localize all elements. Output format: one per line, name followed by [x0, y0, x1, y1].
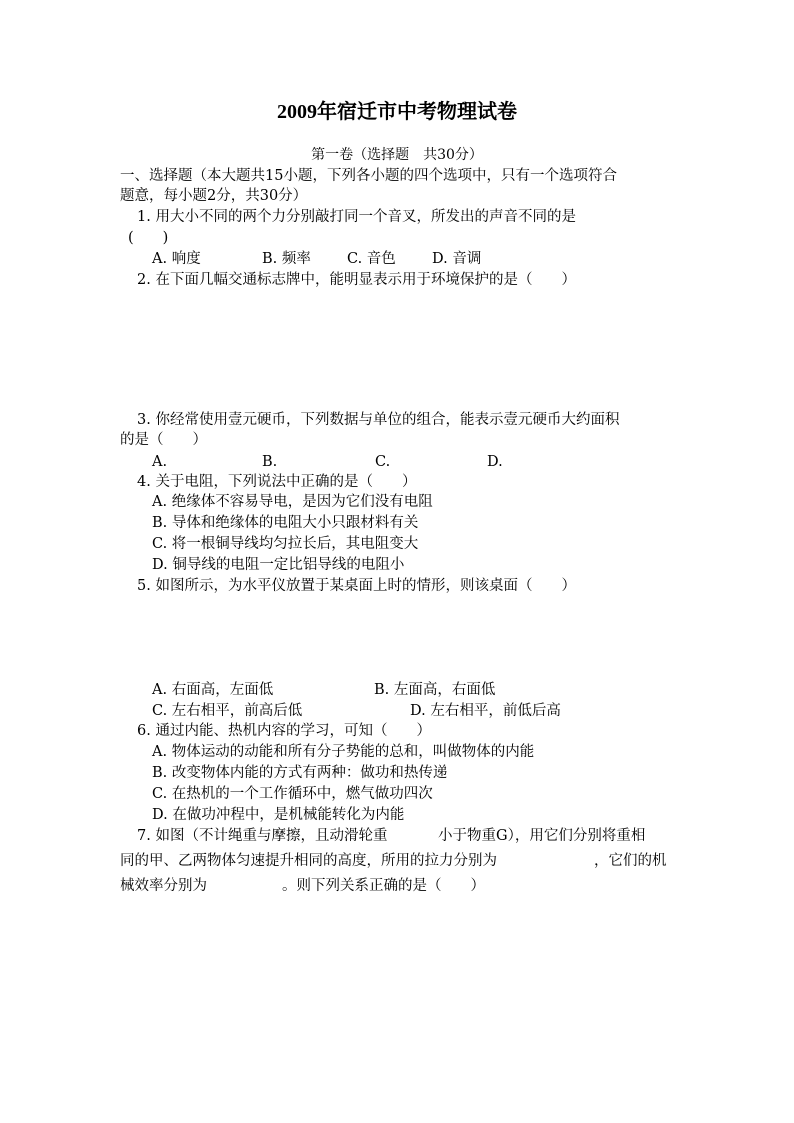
- q4-option-c: C. 将一根铜导线均匀拉长后，其电阻变大: [152, 536, 419, 552]
- q7-stem-line2b: ，它们的机: [594, 853, 667, 869]
- q6-option-d: D. 在做功冲程中，是机械能转化为内能: [152, 807, 405, 823]
- section-subtitle: 第一卷（选择题 共30分）: [311, 147, 483, 163]
- q5-option-d: D. 左右相平，前低后高: [410, 703, 561, 719]
- q7-stem-line1b: 小于物重G），用它们分别将重相: [438, 828, 646, 844]
- q3-stem-line2: 的是（ ）: [120, 432, 207, 448]
- q7-stem-line2a: 同的甲、乙两物体匀速提升相同的高度，所用的拉力分别为: [120, 853, 497, 869]
- q6-option-b: B. 改变物体内能的方式有两种：做功和热传递: [152, 765, 448, 781]
- q6-option-a: A. 物体运动的动能和所有分子势能的总和，叫做物体的内能: [152, 744, 535, 760]
- q3-option-a: A.: [152, 454, 168, 470]
- q3-option-c: C.: [375, 454, 391, 470]
- q1-option-c: C. 音色: [347, 251, 396, 267]
- page-title: [0, 98, 794, 125]
- q3-option-b: B.: [262, 454, 278, 470]
- q1-option-a: A. 响度: [152, 251, 201, 267]
- q2-figure-area: [120, 292, 674, 402]
- q7-stem-line1a: 7. 如图（不计绳重与摩擦，且动滑轮重: [137, 828, 388, 844]
- q5-figure-area: [120, 598, 674, 676]
- section-instructions-line2: 题意，每小题2分，共30分）: [120, 188, 308, 204]
- q4-option-d: D. 铜导线的电阻一定比铝导线的电阻小: [152, 557, 405, 573]
- q6-option-c: C. 在热机的一个工作循环中，燃气做功四次: [152, 786, 433, 802]
- q5-option-b: B. 左面高，右面低: [374, 682, 496, 698]
- q1-stem-paren: ( ): [128, 230, 169, 246]
- q2-stem: 2. 在下面几幅交通标志牌中，能明显表示用于环境保护的是（ ）: [137, 272, 576, 288]
- q1-option-b: B. 频率: [262, 251, 311, 267]
- q4-option-b: B. 导体和绝缘体的电阻大小只跟材料有关: [152, 515, 419, 531]
- q3-option-d: D.: [487, 454, 503, 470]
- q1-option-d: D. 音调: [432, 251, 482, 267]
- q5-option-a: A. 右面高，左面低: [152, 682, 274, 698]
- section-instructions-line1: 一、选择题（本大题共15小题，下列各小题的四个选项中，只有一个选项符合: [120, 168, 617, 184]
- q4-stem: 4. 关于电阻，下列说法中正确的是（ ）: [137, 474, 417, 490]
- q4-option-a: A. 绝缘体不容易导电，是因为它们没有电阻: [152, 494, 433, 510]
- title-year: 2009: [277, 101, 317, 123]
- q6-stem: 6. 通过内能、热机内容的学习，可知（ ）: [137, 723, 431, 739]
- q7-stem-line3a: 械效率分别为: [120, 878, 207, 894]
- q1-stem: 1. 用大小不同的两个力分别敲打同一个音叉，所发出的声音不同的是: [137, 209, 576, 225]
- q3-stem: 3. 你经常使用壹元硬币，下列数据与单位的组合，能表示壹元硬币大约面积: [137, 412, 620, 428]
- q7-stem-line3b: 。则下列关系正确的是（ ）: [282, 878, 485, 894]
- q5-stem: 5. 如图所示，为水平仪放置于某桌面上时的情形，则该桌面（ ）: [137, 578, 576, 594]
- q5-option-c: C. 左右相平，前高后低: [152, 703, 303, 719]
- title-text: 年宿迁市中考物理试卷: [317, 99, 517, 123]
